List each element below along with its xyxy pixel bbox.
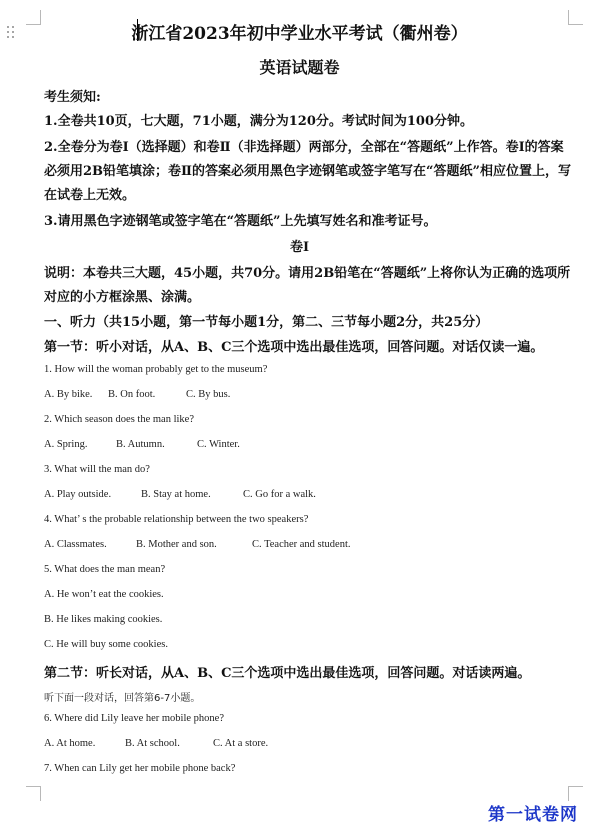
option-2b: B. Autumn.: [116, 439, 165, 450]
notice-item-2-line-1: 2.全卷分为卷Ⅰ（选择题）和卷Ⅱ（非选择题）两部分，全部在“答题纸”上作答。卷Ⅰ的答案: [44, 140, 564, 155]
option-5c: C. He will buy some cookies.: [44, 639, 168, 650]
margin-mark-bottom-right: [568, 786, 583, 801]
notice-item-2-line-2: 必须用2B铅笔填涂；卷Ⅱ的答案必须用黑色字迹钢笔或签字笔写在“答题纸”相应位置上，写: [44, 164, 571, 179]
notice-item-2-line-3: 在试卷上无效。: [44, 188, 136, 203]
option-5a: A. He won’t eat the cookies.: [44, 589, 164, 600]
option-6c: C. At a store.: [213, 738, 269, 749]
options-row-1: [44, 389, 230, 400]
section-1-heading: 第一节：听小对话，从A、B、C三个选项中选出最佳选项，回答问题。对话仅读一遍。: [44, 340, 544, 355]
option-3c: C. Go for a walk.: [243, 489, 316, 500]
option-2a: A. Spring.: [44, 439, 88, 450]
question-1: 1. How will the woman probably get to the museum?: [44, 364, 268, 375]
options-row-3: [44, 489, 316, 500]
section-2-note: 听下面一段对话，回答第6-7小题。: [44, 693, 201, 704]
option-4a: A. Classmates.: [44, 539, 107, 550]
question-3: 3. What will the man do?: [44, 464, 150, 475]
notice-item-1: 1.全卷共10页，七大题，71小题，满分为120分。考试时间为100分钟。: [44, 114, 474, 129]
options-row-4: [44, 539, 351, 550]
watermark-logo: 第一试卷网: [488, 805, 578, 825]
question-4: 4. What’ s the probable relationship between the two speakers?: [44, 514, 309, 525]
option-3b: B. Stay at home.: [141, 489, 211, 500]
options-row-6: [44, 738, 268, 749]
option-5b: B. He likes making cookies.: [44, 614, 163, 625]
volume-1-desc-line-2: 对应的小方框涂黑、涂满。: [44, 290, 201, 305]
document-subtitle: 英语试题卷: [259, 58, 340, 77]
option-1b: B. On foot.: [108, 389, 156, 400]
question-6: 6. Where did Lily leave her mobile phone?: [44, 713, 224, 724]
question-7: 7. When can Lily get her mobile phone back?: [44, 763, 236, 774]
document-title: 浙江省2023年初中学业水平考试（衢州卷）: [131, 24, 468, 44]
option-1a: A. By bike.: [44, 389, 93, 400]
option-3a: A. Play outside.: [44, 489, 112, 500]
margin-mark-bottom-left: [26, 786, 41, 801]
option-4b: B. Mother and son.: [136, 539, 217, 550]
notice-item-3: 3.请用黑色字迹钢笔或签字笔在“答题纸”上先填写姓名和准考证号。: [44, 214, 437, 229]
option-2c: C. Winter.: [197, 439, 240, 450]
option-4c: C. Teacher and student.: [252, 539, 351, 550]
volume-1-heading: 卷Ⅰ: [289, 240, 310, 255]
volume-1-desc-line-1: 说明：本卷共三大题，45小题，共70分。请用2B铅笔在“答题纸”上将你认为正确的选项所: [44, 266, 571, 281]
part-1-heading: 一、听力（共15小题，第一节每小题1分，第二、三节每小题2分，共25分）: [44, 315, 489, 330]
option-6b: B. At school.: [125, 738, 180, 749]
options-row-2: [44, 439, 240, 450]
option-6a: A. At home.: [44, 738, 96, 749]
question-5: 5. What does the man mean?: [44, 564, 166, 575]
option-1c: C. By bus.: [186, 389, 231, 400]
section-2-heading: 第二节：听长对话，从A、B、C三个选项中选出最佳选项，回答问题。对话读两遍。: [44, 666, 531, 681]
question-2: 2. Which season does the man like?: [44, 414, 194, 425]
notice-heading: 考生须知:: [44, 90, 101, 105]
